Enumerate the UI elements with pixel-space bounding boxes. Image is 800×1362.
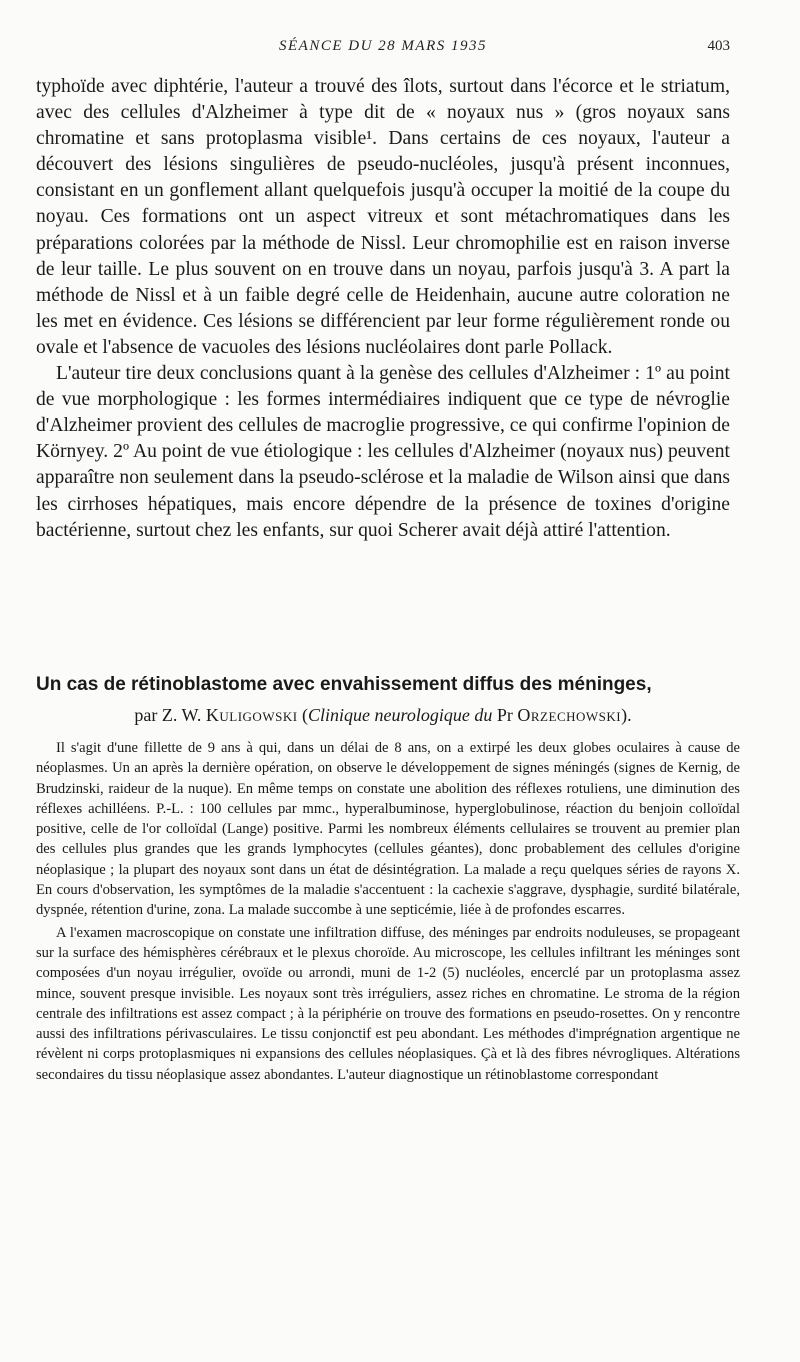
running-head [36, 38, 730, 62]
page-number: 403 [707, 38, 730, 54]
byline-close: ). [621, 705, 632, 725]
byline-prefix: par Z. W. [134, 705, 202, 725]
affiliation-open: ( [302, 705, 309, 725]
abstract-paragraph: Il s'agit d'une fillette de 9 ans à qui, dans un délai de 8 ans, on a extirpé les deux globes oculaires à cause de néoplasmes. Un an après la dernière opération, on observe le développement de signes méningés (signes de Kernig, de Brudzinski, raideur de la nuque). En même temps on constate une abolition des réflexes rotuliens, une diminution des réflexes achilléens. P.-L. : 100 cellules par mmc., hyperalbuminose, hyperglobulinose, réaction du benjoin colloïdal positive, celle de l'or colloïdal (Lange) positive. Parmi les nombreux éléments cellulaires se trouvent au premier plan des cellules plus grandes que les grands lymphocytes (cellules géantes), donc probablement des cellules d'origine néoplasique ; la plupart des noyaux sont dans un état de désintégration. La malade a reçu quelques séries de rayons X. En cours d'observation, les symptômes de la maladie s'accentuent : la cachexie s'aggrave, dysphagie, surdité bilatérale, dyspnée, rétention d'urine, zona. La malade succombe à une septicémie, liée à de profondes escarres. [36, 740, 740, 919]
abstract-paragraph: A l'examen macroscopique on constate une infiltration diffuse, des méninges par endroits noduleuses, se propageant sur la surface des hémisphères cérébraux et le plexus choroïde. Au microscope, les cellules infiltrant les méninges sont composées d'un noyau irrégulier, ovoïde ou arrondi, muni de 1-2 (5) nucléoles, encerclé par un protoplasma assez mince, souvent presque invisible. Les noyaux sont très irréguliers, assez riches en chromatine. Le stroma de la région centrale des infiltrations est assez compact ; à la périphérie on trouve des formations en pseudo-rosettes. On y rencontre aussi des infiltrations périvasculaires. Le tissu conjonctif est peu abondant. Les méthodes d'imprégnation argentique ne révèlent ni corps protoplasmiques ni expansions des cellules néoplasiques. Çà et là des fibres névrogliques. Altérations secondaires du tissu néoplasique assez abondantes. L'auteur diagnostique un rétinoblastome correspondant [36, 924, 740, 1083]
article-title: Un cas de rétinoblastome avec envahissement diffus des méninges, [36, 674, 652, 695]
continued-article-text [36, 74, 730, 544]
professor-name: Orzechowski [517, 705, 622, 725]
professor-title: Pr [496, 705, 513, 725]
body-paragraph: L'auteur tire deux conclusions quant à la genèse des cellules d'Alzheimer : 1º au point de vue morphologique : les formes intermédiaires indiquent que ce type de névroglie d'Alzheimer provient des cellules de macroglie progressive, ce qui confirme l'opinion de Környey. 2º Au point de vue étiologique : les cellules d'Alzheimer (noyaux nus) peuvent apparaître non seulement dans la pseudo-sclérose et la maladie de Wilson ainsi que dans les cirrhoses hépatiques, mais encore dépendre de la présence de toxines d'origine bactérienne, surtout chez les enfants, sur quoi Scherer avait déjà attiré l'attention. [36, 363, 730, 541]
body-paragraph: typhoïde avec diphtérie, l'auteur a trouvé des îlots, surtout dans l'écorce et le striatum, avec des cellules d'Alzheimer à type dit de « noyaux nus » (gros noyaux sans chromatine et sans protoplasma visible¹. Dans certains de ces noyaux, l'auteur a découvert des lésions singulières de pseudo-nucléoles, jusqu'à présent inconnues, consistant en un gonflement allant quelquefois jusqu'à occuper la moitié de la coupe du noyau. Ces formations ont un aspect vitreux et sont métachromatiques dans les préparations colorées par la méthode de Nissl. Leur chromophilie est en raison inverse de leur taille. Le plus souvent on en trouve dans un noyau, parfois jusqu'à 3. A part la méthode de Nissl et à un faible degré celle de Heidenhain, aucune autre coloration ne les met en évidence. Ces lésions se différencient par leur forme régulièrement ronde ou ovale et l'absence de vacuoles des lésions nucléolaires dont parle Pollack. [36, 76, 730, 358]
author-name: Kuligowski [205, 705, 298, 725]
running-title: SÉANCE DU 28 MARS 1935 [279, 38, 487, 54]
affiliation: Clinique neurologique du [308, 705, 493, 725]
article-abstract [36, 738, 740, 1085]
article-byline [36, 702, 730, 728]
